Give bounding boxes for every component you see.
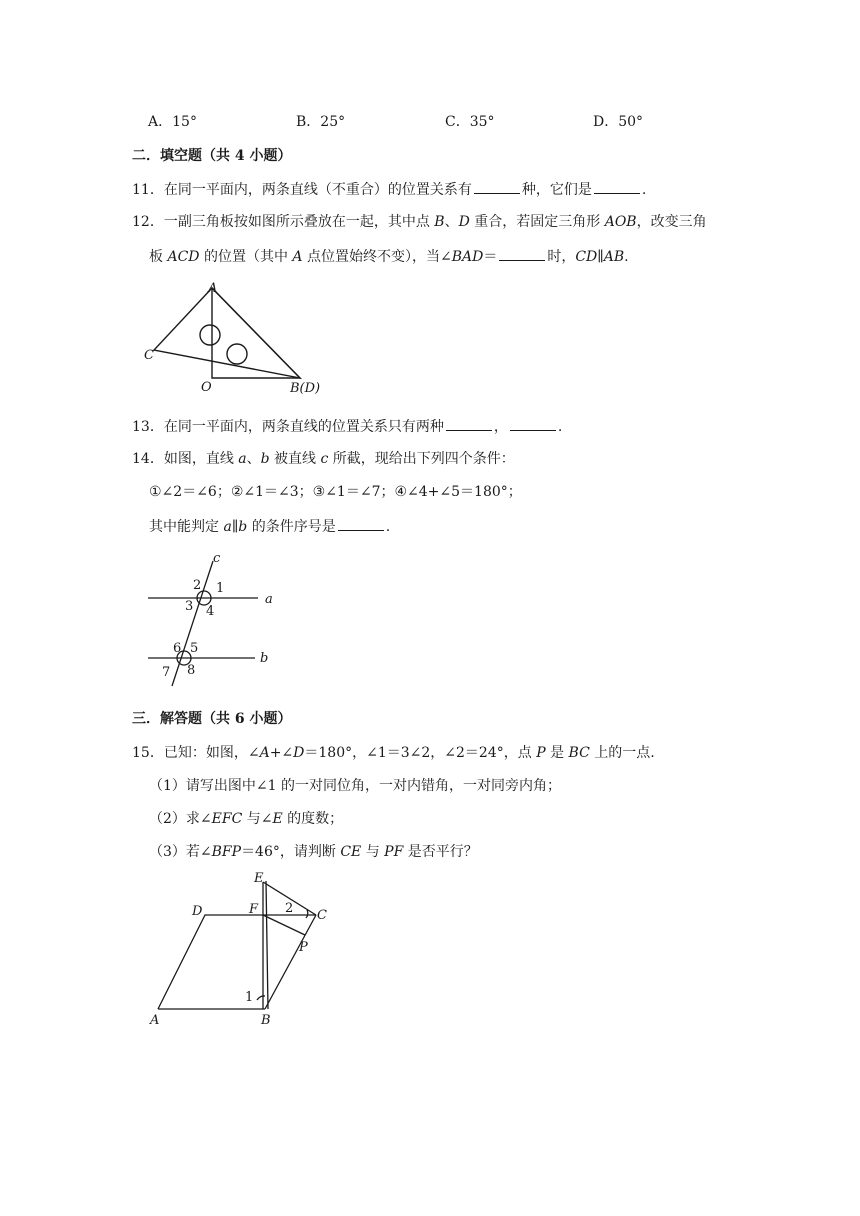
circle-hole — [227, 344, 247, 364]
q14-figure — [140, 548, 280, 694]
label-o: O — [201, 380, 212, 395]
label-bd: B(D) — [290, 381, 321, 396]
question-15-part3: （3）若∠BFP＝46°，请判断 CE 与 PF 是否平行？ — [149, 844, 478, 860]
question-11: 11．在同一平面内，两条直线（不重合）的位置关系有 种，它们是 . — [132, 182, 647, 198]
option-c: C．35° — [445, 114, 495, 130]
triangle-aob — [212, 288, 300, 378]
question-13: 13．在同一平面内，两条直线的位置关系只有两种 ， . — [132, 419, 563, 435]
option-a: A．15° — [148, 114, 197, 130]
segment-fb — [266, 881, 268, 1009]
label-e: E — [254, 871, 264, 886]
angle-label-1: 1 — [216, 581, 225, 596]
angle-label-2: 2 — [193, 578, 202, 593]
angle-label-1: 1 — [245, 990, 254, 1005]
angle-label-8: 8 — [187, 663, 196, 678]
angle-arc-1 — [257, 996, 265, 1000]
label-f: F — [249, 902, 259, 917]
q15-figure — [140, 868, 350, 1030]
question-12-line1: 12．一副三角板按如图所示叠放在一起，其中点 B、D 重合，若固定三角形 AOB，改变三角 — [132, 214, 707, 230]
angle-label-3: 3 — [185, 599, 194, 614]
label-a: A — [208, 281, 218, 296]
label-p: P — [299, 940, 308, 955]
answer-blank[interactable] — [594, 180, 640, 194]
label-a: a — [265, 592, 273, 607]
angle-arc-2 — [306, 910, 308, 918]
segment-fp — [263, 915, 305, 935]
angle-label-5: 5 — [190, 641, 199, 656]
section2-title: 二．填空题（共 4 小题） — [132, 148, 292, 164]
answer-blank[interactable] — [446, 417, 492, 431]
question-14-conditions: ①∠2＝∠6；②∠1＝∠3；③∠1＝∠7；④∠4+∠5＝180°； — [149, 484, 522, 500]
section3-title: 三．解答题（共 6 小题） — [132, 711, 292, 727]
angle-label-4: 4 — [206, 604, 215, 619]
option-b: B．25° — [296, 114, 346, 130]
question-12-line2: 板 ACD 的位置（其中 A 点位置始终不变），当∠BAD＝ 时，CD∥AB. — [149, 249, 629, 265]
question-14-line3: 其中能判定 a∥b 的条件序号是 . — [149, 519, 391, 535]
label-c: C — [317, 908, 327, 923]
label-c: C — [144, 348, 154, 363]
label-d: D — [192, 904, 203, 919]
q12-figure — [140, 278, 340, 400]
label-b: B — [261, 1013, 271, 1028]
question-14-line1: 14．如图，直线 a、b 被直线 c 所截，现给出下列四个条件： — [132, 451, 515, 467]
answer-blank[interactable] — [499, 247, 545, 261]
segment-bc — [265, 915, 316, 1009]
label-b: b — [260, 651, 269, 666]
triangle-acd — [154, 288, 300, 378]
angle-label-6: 6 — [173, 641, 182, 656]
angle-label-7: 7 — [162, 665, 171, 680]
question-15-stem: 15．已知：如图，∠A+∠D＝180°，∠1＝3∠2，∠2＝24°，点 P 是 BC 上的一点. — [132, 745, 655, 761]
question-15-part1: （1）请写出图中∠1 的一对同位角，一对内错角，一对同旁内角； — [149, 778, 561, 794]
label-a: A — [150, 1013, 160, 1028]
option-d: D．50° — [593, 114, 644, 130]
angle-label-2: 2 — [285, 901, 294, 916]
circle-hole — [200, 325, 220, 345]
label-c: c — [213, 551, 221, 566]
question-15-part2: （2）求∠EFC 与∠E 的度数； — [149, 811, 344, 827]
answer-blank[interactable] — [474, 180, 520, 194]
answer-blank[interactable] — [510, 417, 556, 431]
answer-blank[interactable] — [338, 517, 384, 531]
